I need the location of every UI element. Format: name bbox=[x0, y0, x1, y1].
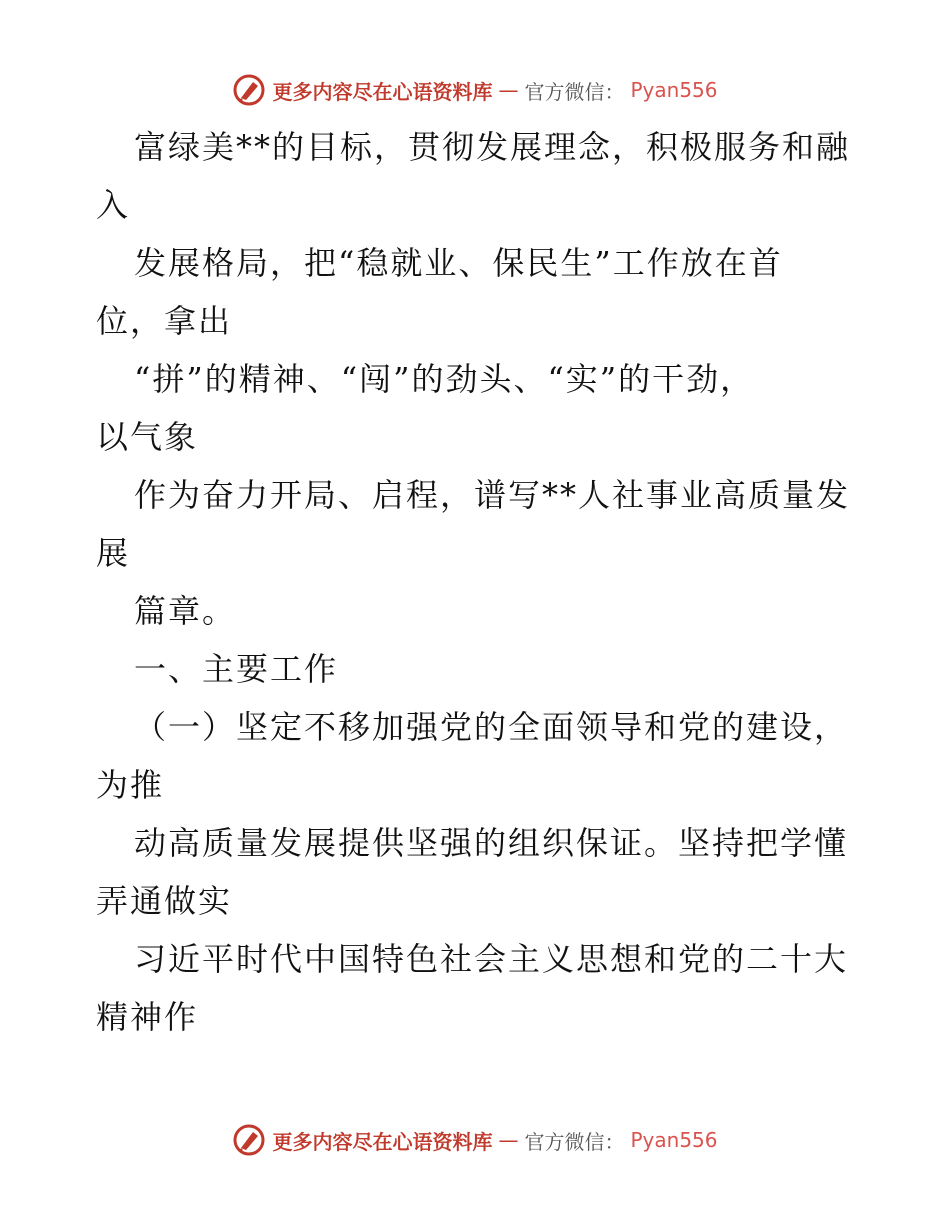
header-watermark-banner bbox=[0, 70, 950, 110]
header-banner-wechat-id: Pyan556 bbox=[630, 78, 718, 102]
body-line: （一）坚定不移加强党的全面领导和党的建设， bbox=[134, 708, 849, 746]
body-line: 入 bbox=[96, 186, 131, 224]
body-line: 弄通做实 bbox=[96, 882, 233, 920]
footer-banner-separator: — bbox=[498, 1128, 519, 1152]
section-heading: 一、主要工作 bbox=[134, 650, 339, 688]
body-line: 位，拿出 bbox=[96, 302, 233, 340]
body-line: 为推 bbox=[96, 766, 165, 804]
body-line: “拼”的精神、“闯”的劲头、“实”的干劲， bbox=[134, 360, 755, 398]
pen-logo-icon bbox=[232, 73, 266, 107]
body-line: 习近平时代中国特色社会主义思想和党的二十大 bbox=[134, 940, 849, 978]
footer-banner-main-text: 更多内容尽在心语资料库 bbox=[272, 1129, 493, 1154]
body-line: 发展格局，把“稳就业、保民生”工作放在首 bbox=[134, 244, 783, 282]
body-line: 展 bbox=[96, 534, 131, 572]
header-banner-separator: — bbox=[498, 78, 519, 102]
footer-banner-label: 官方微信： bbox=[524, 1129, 625, 1154]
body-line: 作为奋力开局、启程，谱写**人社事业高质量发 bbox=[134, 476, 851, 514]
body-line: 精神作 bbox=[96, 998, 199, 1036]
document-body bbox=[96, 118, 876, 1046]
body-line: 富绿美**的目标，贯彻发展理念，积极服务和融 bbox=[134, 128, 851, 166]
body-line: 动高质量发展提供坚强的组织保证。坚持把学懂 bbox=[134, 824, 849, 862]
header-banner-main-text: 更多内容尽在心语资料库 bbox=[272, 79, 493, 104]
pen-logo-icon bbox=[232, 1123, 266, 1157]
body-line: 以气象 bbox=[96, 418, 199, 456]
footer-watermark-banner bbox=[0, 1120, 950, 1160]
body-line: 篇章。 bbox=[134, 592, 237, 630]
footer-banner-wechat-id: Pyan556 bbox=[630, 1128, 718, 1152]
header-banner-label: 官方微信： bbox=[524, 79, 625, 104]
